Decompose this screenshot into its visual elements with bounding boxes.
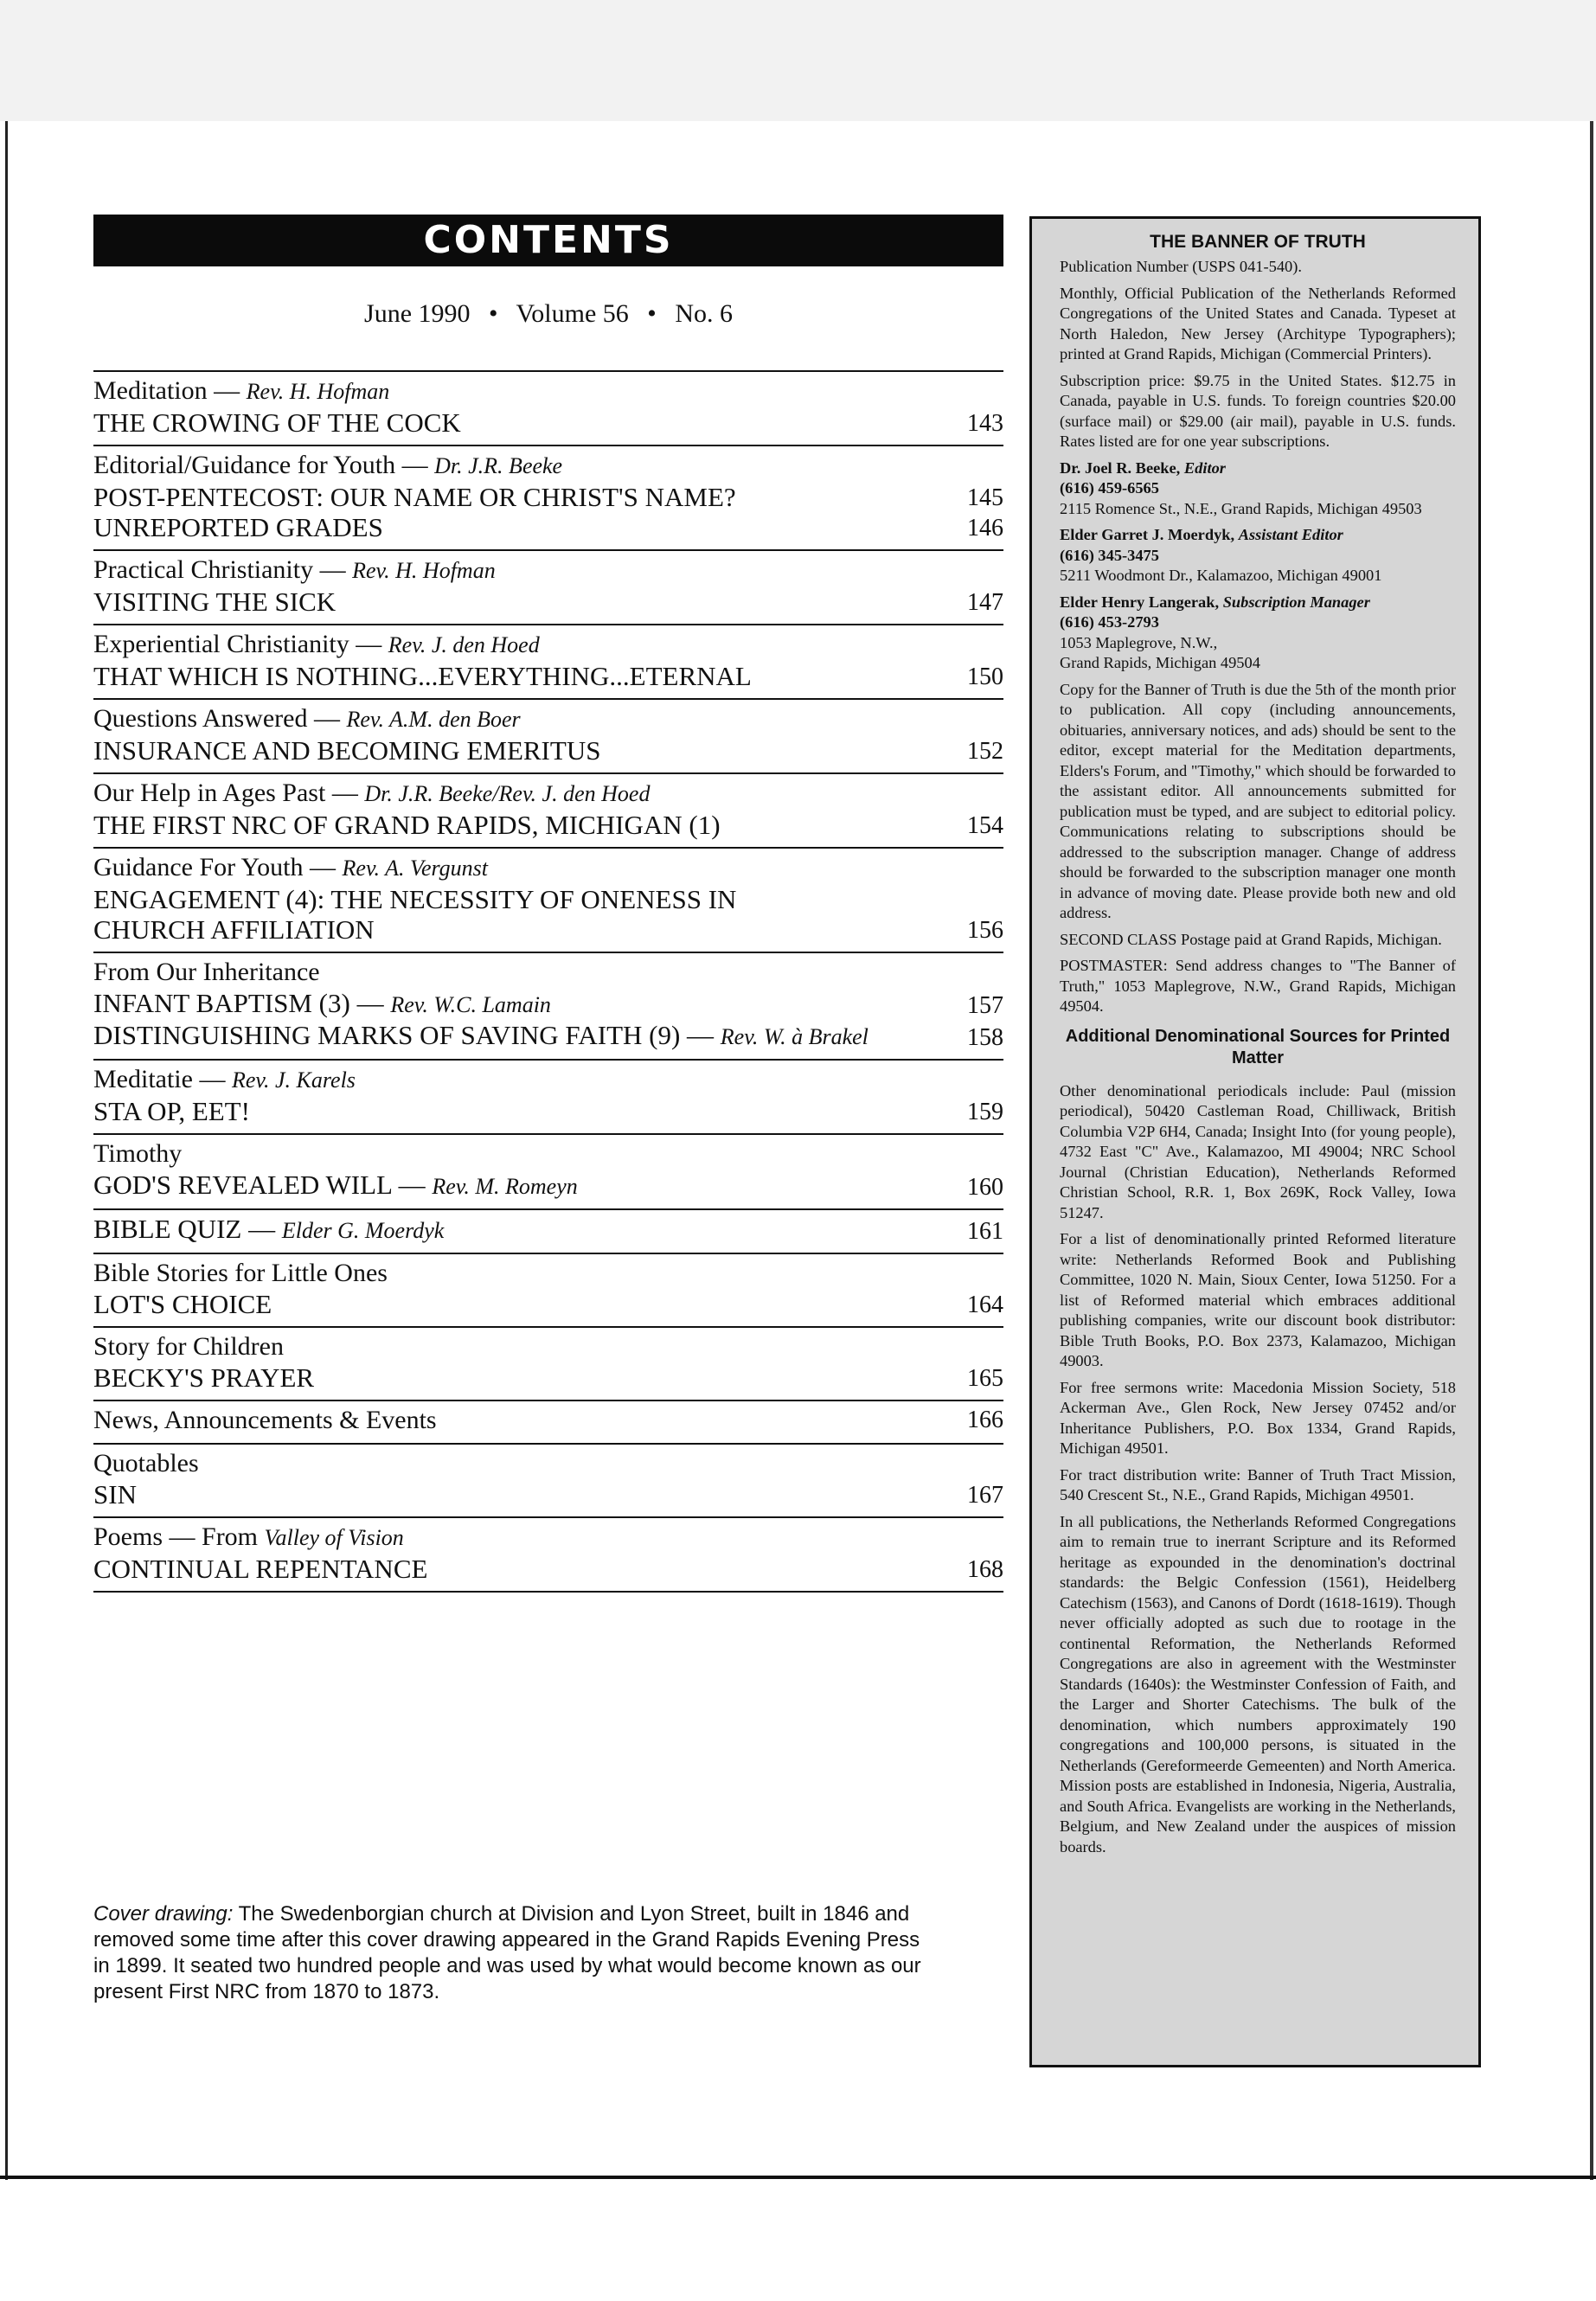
toc-author: Rev. M. Romeyn [432, 1174, 578, 1199]
toc-article-title: LOT'S CHOICE [93, 1289, 272, 1319]
toc-entry [93, 1208, 1003, 1253]
toc-category-line [93, 1332, 284, 1361]
toc-entry [93, 1516, 1003, 1593]
toc-article-title: SIN [93, 1479, 137, 1509]
editor-contact [1060, 458, 1456, 520]
toc-author: Valley of Vision [264, 1525, 404, 1550]
toc-author: Rev. W.C. Lamain [390, 992, 551, 1017]
toc-page-number: 164 [967, 1292, 1003, 1318]
toc-article[interactable] [93, 1362, 1003, 1393]
postmaster-note: POSTMASTER: Send address changes to "The Banner of Truth," 1053 Maplegrove, N.W., Grand Rapids, Michigan 49504. [1060, 957, 1456, 1015]
toc-page-number: 161 [967, 1218, 1003, 1245]
masthead-sidebar [1029, 216, 1481, 2067]
manager-role: Subscription Manager [1222, 593, 1370, 611]
postage-note: SECOND CLASS Postage paid at Grand Rapids, Michigan. [1060, 930, 1442, 948]
toc-article-title-line [93, 810, 721, 840]
toc-article-title-line [93, 735, 600, 766]
toc-entry [93, 1253, 1003, 1326]
toc-author: Rev. A.M. den Boer [346, 707, 521, 732]
toc-entry [93, 1133, 1003, 1208]
toc-article[interactable] [93, 512, 1003, 542]
issue-volume: Volume 56 [516, 299, 629, 328]
toc-category [93, 1138, 1003, 1170]
toc-page-number: 146 [967, 515, 1003, 542]
toc-article-title-line [93, 1096, 250, 1126]
toc-page-number: 157 [967, 992, 1003, 1019]
scan-background [0, 0, 1596, 121]
toc-article-title-line [93, 1289, 272, 1319]
toc-author: Dr. J.R. Beeke [434, 453, 563, 478]
toc-category-line [93, 1449, 199, 1477]
toc-article[interactable] [93, 1479, 1003, 1509]
toc-category [93, 1522, 1003, 1554]
toc-page-number: 152 [967, 738, 1003, 765]
editor-role: Editor [1183, 458, 1226, 477]
tracts-text: For tract distribution write: Banner of Truth Tract Mission, 540 Crescent St., N.E., Grand Rapids, Michigan 49501. [1060, 1465, 1456, 1503]
toc-page-number: 160 [967, 1174, 1003, 1201]
cover-caption [93, 1901, 924, 2005]
toc-category [93, 1064, 1003, 1096]
scan-edge-bottom [0, 2176, 1596, 2179]
toc-article[interactable] [93, 988, 1003, 1020]
toc-article-title: GOD'S REVEALED WILL — [93, 1170, 426, 1200]
toc-category-line [93, 376, 389, 405]
toc-category-line [93, 853, 488, 881]
toc-article-title: VISITING THE SICK [93, 586, 337, 617]
toc-page-number: 156 [967, 917, 1003, 944]
toc-author: Rev. W. à Brakel [720, 1024, 869, 1049]
toc-article-title-line [93, 1214, 444, 1246]
toc-article-title-line [93, 988, 551, 1020]
toc-category-label: Experiential Christianity — [93, 630, 382, 658]
toc-page-number: 143 [967, 410, 1003, 437]
toc-category [93, 554, 1003, 586]
toc-category-label: Editorial/Guidance for Youth — [93, 451, 428, 479]
toc-category [93, 375, 1003, 407]
toc-entry [93, 1326, 1003, 1400]
contents-banner: CONTENTS [93, 215, 1003, 266]
toc-article-title-line [93, 482, 736, 512]
toc-article-title-line [93, 1362, 314, 1393]
toc-article-title: BIBLE QUIZ — [93, 1214, 276, 1244]
assistant-address: 5211 Woodmont Dr., Kalamazoo, Michigan 49001 [1060, 567, 1382, 584]
toc-category [93, 1405, 1003, 1436]
toc-article-title-line [93, 586, 336, 617]
toc-category-label: Poems — From [93, 1522, 259, 1551]
contents-column [93, 215, 1003, 1593]
scan-edge-left [5, 121, 8, 2180]
toc-entry [93, 952, 1003, 1059]
toc-article-title: CHURCH AFFILIATION [93, 914, 375, 945]
toc-article-title: POST-PENTECOST: OUR NAME OR CHRIST'S NAME? [93, 482, 736, 512]
toc-category [93, 957, 1003, 988]
manager-address-2: Grand Rapids, Michigan 49504 [1060, 654, 1260, 671]
toc-category-label: Guidance For Youth — [93, 853, 337, 881]
toc-category [93, 1448, 1003, 1479]
manager-phone: (616) 453-2793 [1060, 613, 1159, 631]
toc-entry [93, 698, 1003, 772]
toc-article-title: THE FIRST NRC OF GRAND RAPIDS, MICHIGAN (1) [93, 810, 721, 840]
toc-entry [93, 847, 1003, 952]
toc-category-label: Practical Christianity — [93, 555, 346, 584]
toc-article[interactable] [93, 1170, 1003, 1202]
toc-category-line [93, 958, 320, 986]
sources-title: Additional Denominational Sources for Printed Matter [1065, 1026, 1451, 1067]
issue-line [93, 297, 1003, 331]
toc-entry [93, 445, 1003, 549]
toc-page-number: 168 [967, 1556, 1003, 1583]
manager-contact [1060, 593, 1456, 674]
toc-article[interactable] [93, 1289, 1003, 1319]
issue-date: June 1990 [364, 299, 471, 328]
publication-number: Publication Number (USPS 041-540). [1060, 258, 1302, 275]
toc-page-number: 147 [967, 589, 1003, 616]
toc-article[interactable] [93, 482, 1003, 512]
toc-article-title: STA OP, EET! [93, 1096, 250, 1126]
toc-article-title-line [93, 661, 752, 691]
cover-caption-label: Cover drawing: [93, 1902, 234, 1926]
toc-category-label: Meditation — [93, 376, 240, 405]
toc-category-line [93, 555, 496, 584]
toc-entry [93, 772, 1003, 847]
toc-category-label: News, Announcements & Events [93, 1406, 437, 1434]
toc-article[interactable] [93, 1554, 1003, 1584]
issue-separator: • [647, 299, 657, 328]
toc-category-line [93, 704, 521, 733]
manager-address-1: 1053 Maplegrove, N.W., [1060, 633, 1218, 651]
about-text: Monthly, Official Publication of the Netherlands Reformed Congregations of the United States and Canada. Typeset at North Haledon, New Jersey (Architype Typographers); printed at Grand Rapids, Michigan (Commercial Printers). [1060, 284, 1456, 362]
toc-article-title: BECKY'S PRAYER [93, 1362, 315, 1393]
toc-category-line [93, 1522, 404, 1551]
toc-page-number: 158 [967, 1024, 1003, 1051]
toc-article-title: THAT WHICH IS NOTHING...EVERYTHING...ETERNAL [93, 661, 752, 691]
toc-page-number: 165 [967, 1365, 1003, 1392]
toc-article-title-line [93, 1170, 578, 1202]
toc-category-line [93, 779, 650, 807]
toc-author: Rev. H. Hofman [352, 558, 496, 583]
toc-article-title: INFANT BAPTISM (3) — [93, 988, 384, 1018]
toc-page-number: 159 [967, 1099, 1003, 1125]
toc-category-line [93, 1065, 356, 1093]
toc-category-line [93, 451, 562, 479]
toc-category [93, 778, 1003, 810]
closing-text: In all publications, the Netherlands Reformed Congregations aim to remain true to inerrant Scripture and its Reformed heritage as expounded in the denomination's doctrinal standards: the Belgic Confession (1561), Heidelberg Catechism (1563), and Canons of Dordt (1618-1619). Though never officially adopted as such due to rootage in the continental Reformation, the Netherlands Reformed Congregations are also in agreement with the Westminster Standards (1640s): the Westminster Confession of Faith, and the Larger and Shorter Catechisms. The bulk of the denomination, which numbers approximately 190 congregations and 100,000 persons, is situated in the Netherlands (Gereformeerde Gemeenten) and North America. Mission posts are established in Indonesia, Nigeria, Australia, and South Africa. Evangelists are working in the Netherlands, Belgium, and New Zealand under the auspices of mission boards. [1060, 1512, 1456, 1856]
assistant-contact [1060, 525, 1456, 586]
table-of-contents [93, 370, 1003, 1593]
assistant-role: Assistant Editor [1238, 526, 1343, 543]
toc-author: Elder G. Moerdyk [281, 1218, 445, 1243]
toc-page-number: 145 [967, 484, 1003, 511]
sidebar-title: THE BANNER OF TRUTH [1150, 232, 1366, 252]
toc-author: Dr. J.R. Beeke/Rev. J. den Hoed [364, 781, 651, 806]
toc-entry [93, 1059, 1003, 1133]
toc-category [93, 1258, 1003, 1289]
issue-separator: • [489, 299, 498, 328]
toc-article[interactable] [93, 407, 1003, 438]
toc-article-title-line [93, 512, 383, 542]
toc-article[interactable] [93, 884, 1003, 914]
toc-author: Rev. A. Vergunst [342, 856, 488, 881]
toc-article[interactable] [93, 1214, 1003, 1246]
toc-category-line [93, 1139, 182, 1168]
toc-page-number: 150 [967, 663, 1003, 690]
issue-number: No. 6 [675, 299, 733, 328]
periodicals-text: Other denominational periodicals include: Paul (mission periodical), 50420 Castleman Road, Chilliwack, British Columbia V2P 6H4, Canada; Insight Into (for young people), 4732 East "C" Ave., Kalamazoo, MI 49004; NRC School Journal (Christian Education), Netherlands Reformed Christian School, R.R. 1, Box 269K, Rock Valley, Iowa 51247. [1060, 1081, 1456, 1221]
toc-category-label: Story for Children [93, 1332, 284, 1361]
toc-category-label: Timothy [93, 1139, 183, 1168]
manager-name: Elder Henry Langerak, [1060, 593, 1220, 611]
toc-category-label: Meditatie — [93, 1065, 226, 1093]
scan-edge-right [1590, 121, 1593, 2180]
toc-category-line [93, 630, 540, 658]
toc-article-title: ENGAGEMENT (4): THE NECESSITY OF ONENESS IN [93, 884, 737, 914]
toc-article[interactable] [93, 735, 1003, 766]
toc-category [93, 703, 1003, 735]
toc-article-title: THE CROWING OF THE COCK [93, 407, 461, 438]
subscription-text: Subscription price: $9.75 in the United States. $12.75 in Canada, payable in U.S. funds. To foreign countries $20.00 (surface mail) or $29.00 (air mail), payable in U.S. funds. Rates listed are for one year subscriptions. [1060, 371, 1456, 450]
toc-category-label: Bible Stories for Little Ones [93, 1259, 388, 1287]
toc-category-label: Our Help in Ages Past — [93, 779, 358, 807]
toc-category-label: Questions Answered — [93, 704, 340, 733]
toc-article-title: INSURANCE AND BECOMING EMERITUS [93, 735, 601, 766]
toc-author: Rev. H. Hofman [246, 379, 390, 404]
toc-article[interactable] [93, 1096, 1003, 1126]
assistant-phone: (616) 345-3475 [1060, 546, 1159, 564]
sermons-text: For free sermons write: Macedonia Mission Society, 518 Ackerman Ave., Glen Rock, New Jersey 07452 and/or Inheritance Publishers, P.O. Box 1334, Grand Rapids, Michigan 49501. [1060, 1378, 1456, 1457]
literature-text: For a list of denominationally printed Reformed literature write: Netherlands Reformed Book and Publishing Committee, 1020 N. Main, Sioux Center, Iowa 51250. For a list of Reformed material which embraces additional publishing companies, write our discount book distributor: Bible Truth Books, P.O. Box 2373, Kalamazoo, Michigan 49003. [1060, 1230, 1456, 1369]
toc-article-title-line [93, 884, 736, 914]
editor-phone: (616) 459-6565 [1060, 479, 1159, 497]
toc-page-number: 154 [967, 812, 1003, 839]
toc-category-line [93, 1405, 437, 1436]
toc-category-label: Quotables [93, 1449, 199, 1477]
toc-page-number: 166 [967, 1407, 1003, 1433]
toc-entry [93, 1400, 1003, 1443]
toc-article[interactable] [93, 914, 1003, 945]
toc-category-line [93, 1259, 388, 1287]
toc-author: Rev. J. Karels [231, 1067, 356, 1093]
toc-category [93, 1331, 1003, 1362]
toc-article-title-line [93, 1020, 869, 1052]
toc-article-title-line [93, 407, 461, 438]
toc-article-title: DISTINGUISHING MARKS OF SAVING FAITH (9) — [93, 1020, 715, 1050]
toc-article-title: CONTINUAL REPENTANCE [93, 1554, 428, 1584]
toc-entry [93, 549, 1003, 624]
toc-article[interactable] [93, 810, 1003, 840]
toc-article-title: UNREPORTED GRADES [93, 512, 383, 542]
toc-article-title-line [93, 1554, 427, 1584]
assistant-name: Elder Garret J. Moerdyk, [1060, 526, 1235, 543]
toc-article-title-line [93, 914, 375, 945]
toc-category [93, 852, 1003, 884]
editor-address: 2115 Romence St., N.E., Grand Rapids, Michigan 49503 [1060, 499, 1422, 517]
copy-policy: Copy for the Banner of Truth is due the 5th of the month prior to publication. All copy (including announcements, obituaries, anniversary notices, and ads) should be sent to the editor, except material for the Meditation departments, Elders's Forum, and "Timothy," which should be forwarded to the assistant editor. All announcements submitted for publication must be typed, and are subject to editorial policy. Communications relating to subscriptions should be addressed to the subscription manager. Change of address should be forwarded to the subscription manager one month in advance of moving date. Please provide both new and old address. [1060, 680, 1456, 921]
toc-category [93, 450, 1003, 482]
cover-caption-text: The Swedenborgian church at Division and Lyon Street, built in 1846 and removed some time after this cover drawing appeared in the Grand Rapids Evening Press in 1899. It seated two hundred people and was used by what would become known as our present First NRC from 1870 to 1873. [93, 1902, 921, 2003]
toc-entry [93, 1443, 1003, 1516]
toc-category-label: From Our Inheritance [93, 958, 320, 986]
toc-entry [93, 624, 1003, 698]
editor-name: Dr. Joel R. Beeke, [1060, 458, 1181, 477]
toc-entry [93, 370, 1003, 445]
toc-article[interactable] [93, 661, 1003, 691]
toc-author: Rev. J. den Hoed [388, 632, 540, 657]
toc-page-number: 167 [967, 1482, 1003, 1509]
toc-article-title-line [93, 1479, 137, 1509]
toc-category [93, 629, 1003, 661]
toc-article[interactable] [93, 586, 1003, 617]
toc-article[interactable] [93, 1020, 1003, 1052]
